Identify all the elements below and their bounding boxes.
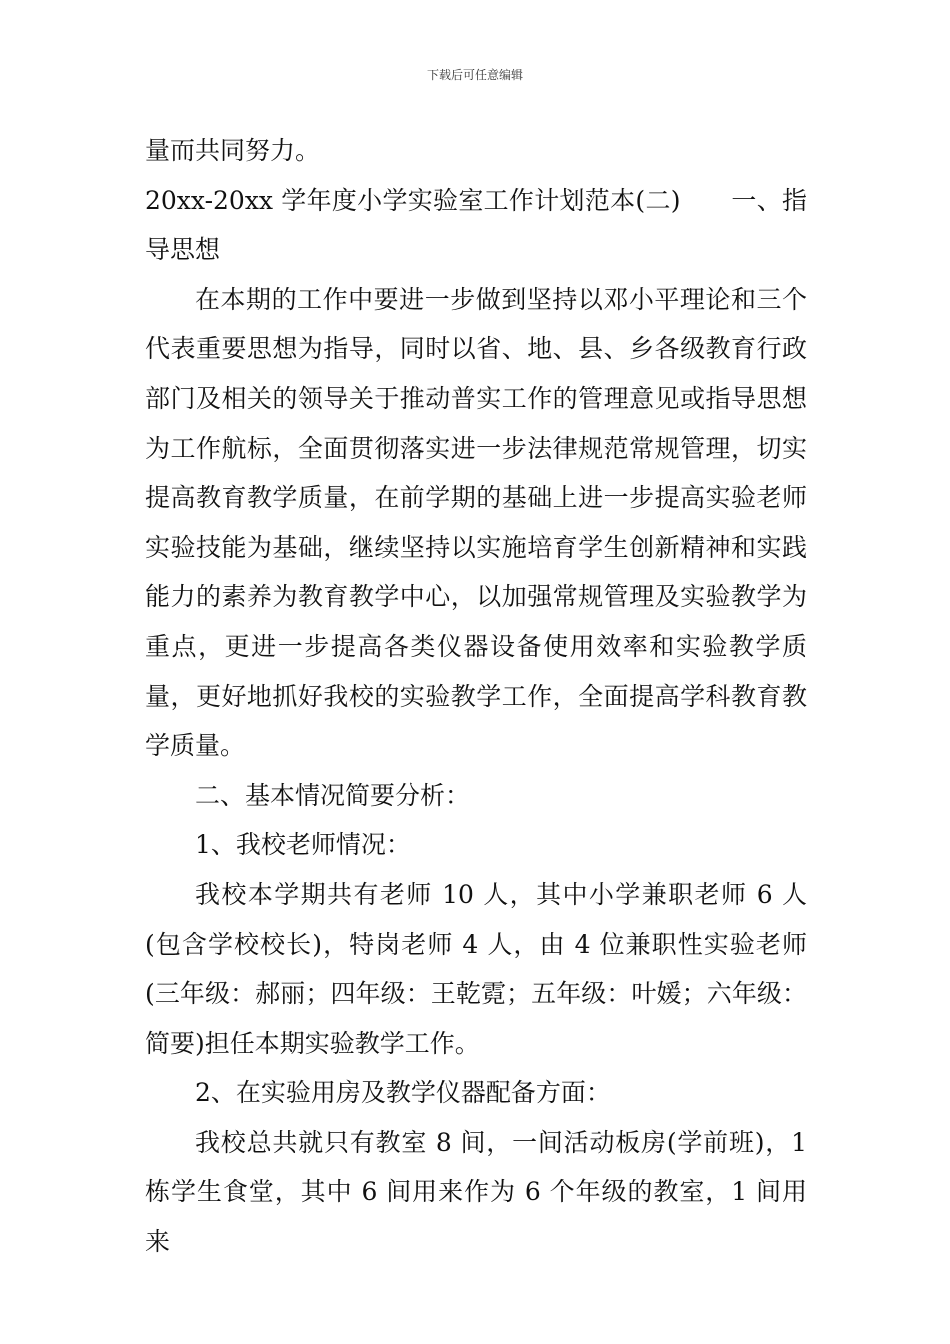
section-title: 20xx-20xx 学年度小学实验室工作计划范本(二) 一、指导思想 xyxy=(145,185,807,265)
page-header: 下载后可任意编辑 xyxy=(426,68,523,82)
heading-facilities: 2、在实验用房及教学仪器配备方面： xyxy=(195,1078,611,1108)
paragraph-guiding-thought: 在本期的工作中要进一步做到坚持以邓小平理论和三个代表重要思想为指导，同时以省、地、县、乡各级教育行政部门及相关的领导关于推动普实工作的管理意见或指导思想为工作航标，全面贯彻落实进一步法律规范常规管理，切实提高教育教学质量，在前学期的基础上进一步提高实验老师实验技能为基础，继续坚持以实施培育学生创新精神和实践能力的素养为教育教学中心，以加强常规管理及实验教学为重点，更进一步提高各类仪器设备使用效率和实验教学质量，更好地抓好我校的实验教学工作，全面提高学科教育教学质量。 xyxy=(145,284,807,761)
paragraph-continuation: 量而共同努力。 xyxy=(145,136,321,165)
document-body xyxy=(145,126,807,1267)
paragraph-teachers: 我校本学期共有老师 10 人，其中小学兼职老师 6 人(包含学校校长)，特岗老师 4 人，由 4 位兼职性实验老师(三年级：郝丽；四年级：王乾霓；五年级：叶媛；六年级：简要)担任本期实验教学工作。 xyxy=(145,879,807,1058)
heading-basic-analysis: 二、基本情况简要分析： xyxy=(195,780,471,810)
paragraph-facilities: 我校总共就只有教室 8 间，一间活动板房(学前班)，1 栋学生食堂，其中 6 间用来作为 6 个年级的教室，1 间用来 xyxy=(145,1127,807,1257)
heading-teachers: 1、我校老师情况： xyxy=(195,830,411,860)
